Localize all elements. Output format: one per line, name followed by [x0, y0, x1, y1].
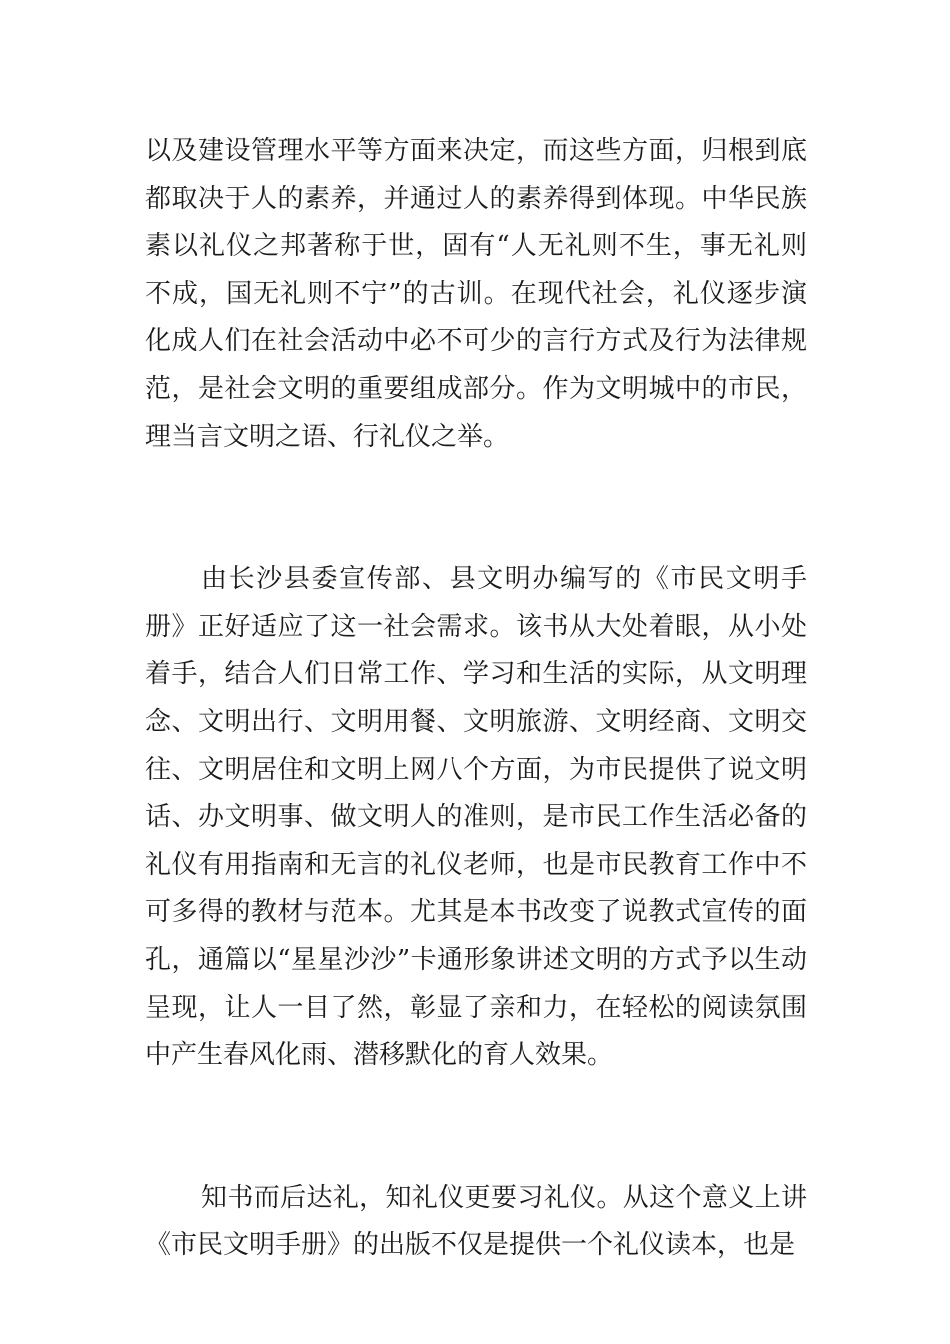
document-body: [145, 128, 807, 1270]
paragraph-spacer: [145, 1080, 807, 1175]
paragraph-3: 知书而后达礼，知礼仪更要习礼仪。从这个意义上讲《市民文明手册》的出版不仅是提供一个礼仪读本，也是: [145, 1182, 807, 1261]
paragraph-2: 由长沙县委宣传部、县文明办编写的《市民文明手册》正好适应了这一社会需求。该书从大处着眼，从小处着手，结合人们日常工作、学习和生活的实际，从文明理念、文明出行、文明用餐、文明旅游、文明经商、文明交往、文明居住和文明上网八个方面，为市民提供了说文明话、办文明事、做文明人的准则，是市民工作生活必备的礼仪有用指南和无言的礼仪老师，也是市民教育工作中不可多得的教材与范本。尤其是本书改变了说教式宣传的面孔，通篇以“星星沙沙”卡通形象讲述文明的方式予以生动呈现，让人一目了然，彰显了亲和力，在轻松的阅读氛围中产生春风化雨、潜移默化的育人效果。: [145, 564, 807, 1071]
paragraph-spacer: [145, 461, 807, 556]
paragraph-1: 以及建设管理水平等方面来决定，而这些方面，归根到底都取决于人的素养，并通过人的素养得到体现。中华民族素以礼仪之邦著称于世，固有“人无礼则不生，事无礼则不成，国无礼则不宁”的古训。在现代社会，礼仪逐步演化成人们在社会活动中必不可少的言行方式及行为法律规范，是社会文明的重要组成部分。作为文明城中的市民，理当言文明之语、行礼仪之举。: [145, 136, 807, 452]
